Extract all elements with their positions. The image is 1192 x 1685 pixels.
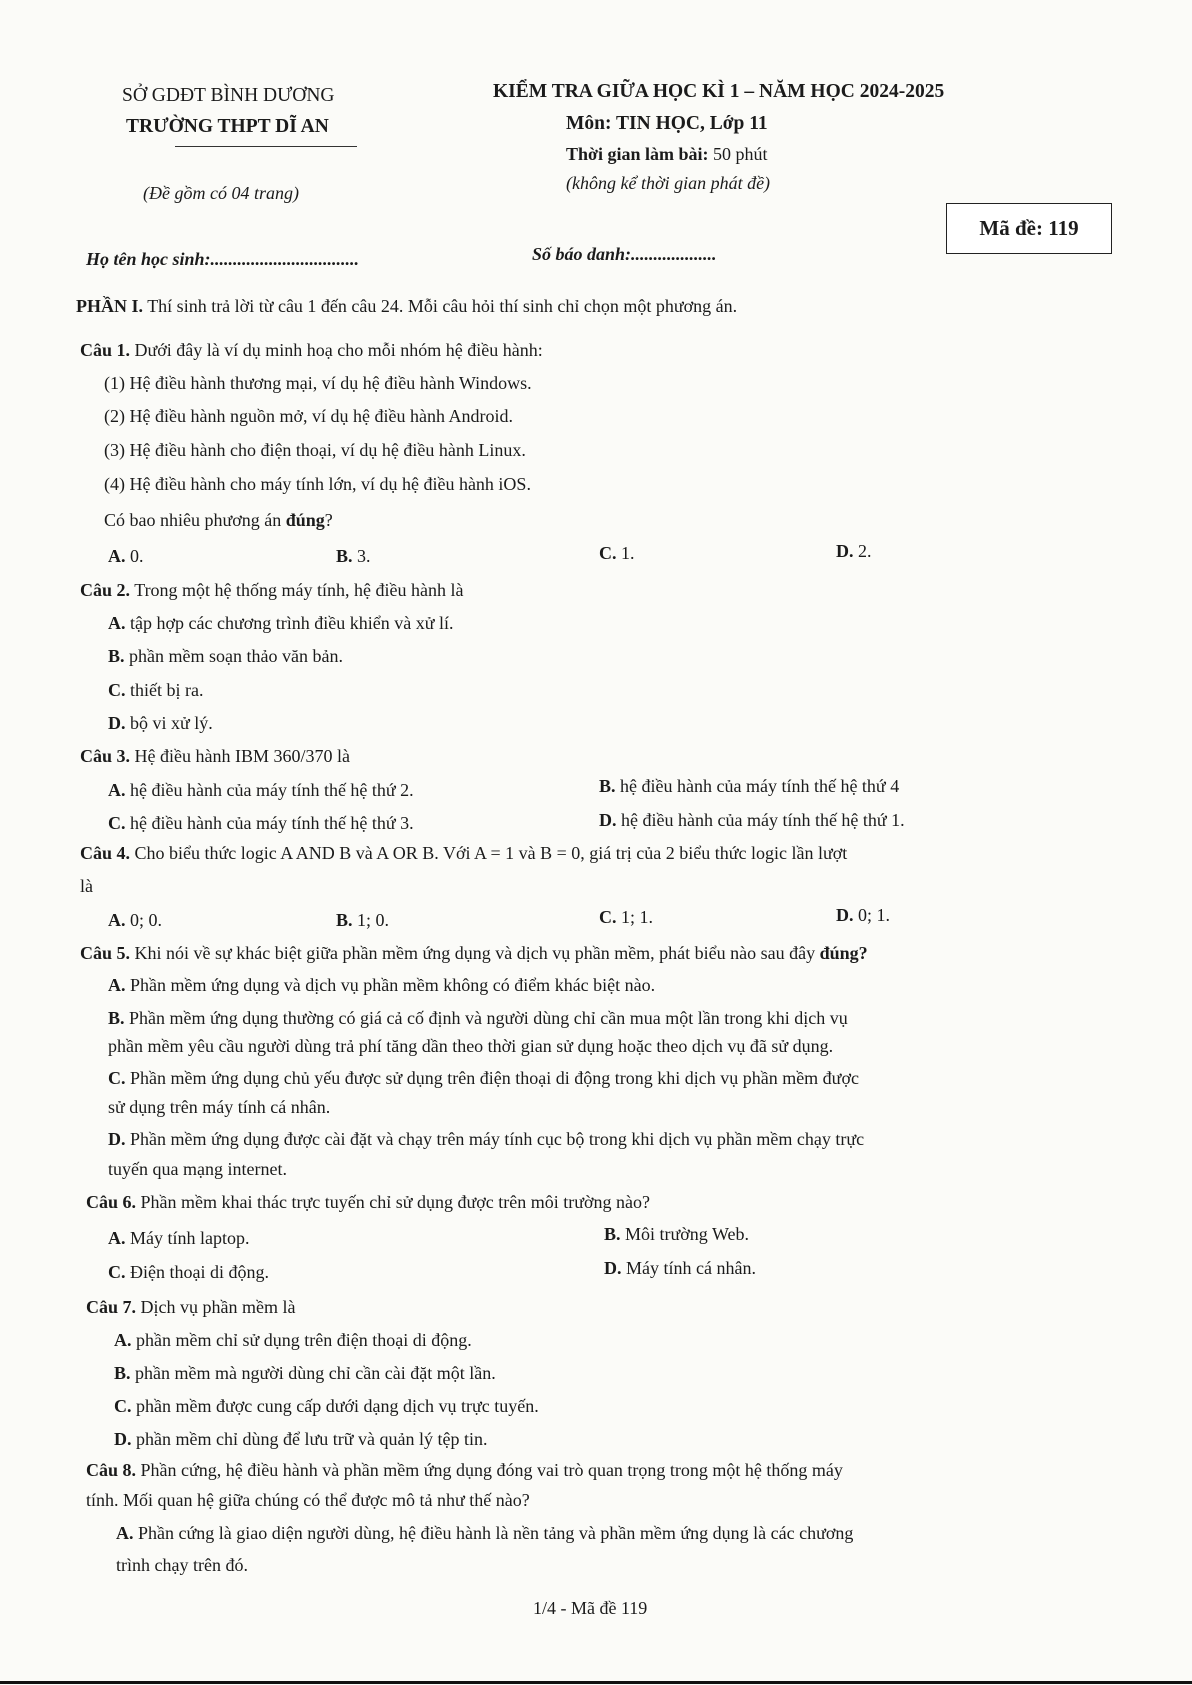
header-underline-left [175,146,357,147]
option-text: 0; 0. [130,910,163,930]
question-2-stem [80,580,464,602]
option-text: Phần mềm ứng dụng thường có giá cả cố định và người dùng chỉ cần mua một lần trong khi dịch vụ [129,1008,848,1028]
part-text: Thí sinh trả lời từ câu 1 đến câu 24. Mỗi câu hỏi thí sinh chỉ chọn một phương án. [147,296,738,316]
option-d[interactable] [114,1429,487,1451]
option-text: Phần mềm ứng dụng chủ yếu được sử dụng trên điện thoại di động trong khi dịch vụ phần mềm được [130,1068,859,1088]
question-1-stem [80,340,543,362]
option-text: hệ điều hành của máy tính thế hệ thứ 4 [620,776,900,796]
option-a[interactable] [114,1330,472,1352]
ask-mark: ? [324,510,333,530]
option-key: C. [108,1068,126,1088]
option-key: C. [108,680,126,700]
option-d[interactable] [604,1258,756,1280]
option-a-cont: trình chạy trên đó. [116,1555,248,1575]
option-text: Phần cứng là giao diện người dùng, hệ điều hành là nền tảng và phần mềm ứng dụng là các chương [138,1523,854,1543]
ask-text: Có bao nhiêu phương án [104,510,282,530]
option-text: hệ điều hành của máy tính thế hệ thứ 1. [621,810,905,830]
option-text: 2. [858,541,872,561]
question-4-stem-cont: là [80,876,93,896]
option-a[interactable] [108,975,655,997]
option-text: 1. [621,543,635,563]
student-name-field: Họ tên học sinh:................................. [86,249,360,269]
option-d[interactable] [108,713,213,735]
option-key: B. [599,776,616,796]
ask-emphasis: đúng [285,510,325,530]
option-text: 1; 0. [357,910,390,930]
question-text: Phần mềm khai thác trực tuyến chỉ sử dụng được trên môi trường nào? [140,1192,650,1212]
question-text: Phần cứng, hệ điều hành và phần mềm ứng dụng đóng vai trò quan trọng trong một hệ thống máy [140,1460,843,1480]
option-key: A. [108,1228,126,1248]
option-key: A. [114,1330,132,1350]
option-c-cont: sử dụng trên máy tính cá nhân. [108,1097,331,1117]
option-key: D. [108,713,126,733]
option-c[interactable] [599,907,653,929]
page-footer: 1/4 - Mã đề 119 [533,1598,648,1618]
option-text: Phần mềm ứng dụng được cài đặt và chạy trên máy tính cục bộ trong khi dịch vụ phần mềm chạy trực [130,1129,865,1149]
list-item: (3) Hệ điều hành cho điện thoại, ví dụ hệ điều hành Linux. [104,440,526,460]
student-id-field: Số báo danh:................... [532,244,717,264]
option-key: A. [108,910,126,930]
option-text: 3. [357,546,371,566]
exam-time-value: 50 phút [713,144,768,164]
option-d[interactable] [836,541,872,563]
option-key: B. [108,1008,125,1028]
option-b[interactable] [336,546,371,568]
option-b[interactable] [336,910,389,932]
question-number: Câu 2. [80,580,131,600]
option-key: A. [108,780,126,800]
option-text: 0. [130,546,144,566]
option-key: D. [108,1129,126,1149]
option-key: A. [116,1523,134,1543]
question-4-stem [80,843,847,865]
question-8-stem-cont: tính. Mối quan hệ giữa chúng có thể được mô tả như thế nào? [86,1490,530,1510]
question-text: Trong một hệ thống máy tính, hệ điều hành là [134,580,464,600]
exam-subject: Môn: TIN HỌC, Lớp 11 [566,113,768,134]
question-number: Câu 3. [80,746,131,766]
option-b-cont: phần mềm yêu cầu người dùng trả phí tăng dần theo thời gian sử dụng hoặc theo dịch vụ đã sử dụng. [108,1036,834,1056]
option-text: thiết bị ra. [130,680,204,700]
option-b[interactable] [108,646,343,668]
question-number: Câu 5. [80,943,131,963]
option-key: A. [108,613,126,633]
option-b[interactable] [114,1363,496,1385]
option-c[interactable] [108,1262,269,1284]
question-7-stem [86,1297,295,1319]
option-key: A. [108,975,126,995]
question-number: Câu 8. [86,1460,137,1480]
option-d-cont: tuyến qua mạng internet. [108,1159,287,1179]
question-6-stem [86,1192,650,1214]
part-instructions [76,296,737,318]
pages-note: (Đề gồm có 04 trang) [143,183,299,203]
option-key: D. [599,810,617,830]
option-text: phần mềm chỉ dùng để lưu trữ và quản lý tệp tin. [136,1429,488,1449]
question-5-stem [80,943,868,965]
option-d[interactable] [836,905,890,927]
option-c[interactable] [599,543,635,565]
option-key: C. [108,813,126,833]
list-item: (1) Hệ điều hành thương mại, ví dụ hệ điều hành Windows. [104,373,532,393]
option-b[interactable] [108,1008,848,1030]
option-key: C. [599,543,617,563]
exam-time-label: Thời gian làm bài: [566,144,709,164]
option-key: B. [114,1363,131,1383]
exam-code-box [946,203,1112,254]
option-text: Điện thoại di động. [130,1262,269,1282]
option-c[interactable] [114,1396,539,1418]
option-a[interactable] [108,1228,250,1250]
option-key: B. [336,546,353,566]
option-text: Máy tính cá nhân. [626,1258,756,1278]
question-text: Dưới đây là ví dụ minh hoạ cho mỗi nhóm hệ điều hành: [134,340,543,360]
option-d[interactable] [108,1129,864,1151]
question-3-stem [80,746,350,768]
question-number: Câu 7. [86,1297,137,1317]
option-b[interactable] [604,1224,749,1246]
department-name: SỞ GDĐT BÌNH DƯƠNG [122,85,335,106]
option-text: 0; 1. [858,905,891,925]
option-text: 1; 1. [621,907,654,927]
option-text: Máy tính laptop. [130,1228,250,1248]
option-a[interactable] [108,910,162,932]
option-key: D. [836,541,854,561]
question-8-stem [86,1460,843,1482]
option-text: hệ điều hành của máy tính thế hệ thứ 3. [130,813,414,833]
question-text: Hệ điều hành IBM 360/370 là [134,746,350,766]
option-text: bộ vi xử lý. [130,713,213,733]
option-text: Môi trường Web. [625,1224,750,1244]
option-c[interactable] [108,1068,859,1090]
option-text: phần mềm soạn thảo văn bản. [129,646,343,666]
option-a[interactable] [108,546,144,568]
option-d[interactable] [599,810,905,832]
question-number: Câu 6. [86,1192,137,1212]
option-key: A. [108,546,126,566]
exam-time [566,144,768,166]
question-emphasis: đúng? [819,943,868,963]
question-text: Khi nói về sự khác biệt giữa phần mềm ứng dụng và dịch vụ phần mềm, phát biểu nào sau đây [134,943,816,963]
option-b[interactable] [599,776,899,798]
option-text: phần mềm mà người dùng chỉ cần cài đặt một lần. [135,1363,496,1383]
question-number: Câu 1. [80,340,131,360]
option-key: C. [108,1262,126,1282]
part-label: PHẦN I. [76,296,143,316]
question-text: Cho biểu thức logic A AND B và A OR B. Với A = 1 và B = 0, giá trị của 2 biểu thức logic lần lượt [134,843,848,863]
option-a[interactable] [108,613,453,635]
option-c[interactable] [108,680,203,702]
option-key: B. [108,646,125,666]
option-text: phần mềm chỉ sử dụng trên điện thoại di động. [136,1330,472,1350]
exam-time-note: (không kể thời gian phát đề) [566,173,771,193]
question-number: Câu 4. [80,843,131,863]
option-a[interactable] [116,1523,853,1545]
option-text: tập hợp các chương trình điều khiển và xử lí. [130,613,454,633]
question-1-ask [104,510,333,532]
option-key: D. [114,1429,132,1449]
option-key: D. [836,905,854,925]
option-key: C. [114,1396,132,1416]
option-text: Phần mềm ứng dụng và dịch vụ phần mềm không có điểm khác biệt nào. [130,975,656,995]
option-key: D. [604,1258,622,1278]
school-name: TRƯỜNG THPT DĨ AN [126,116,329,137]
scan-edge [0,1681,1192,1684]
exam-title: KIỂM TRA GIỮA HỌC KÌ 1 – NĂM HỌC 2024-2025 [493,81,945,102]
list-item: (2) Hệ điều hành nguồn mở, ví dụ hệ điều hành Android. [104,406,513,426]
option-key: C. [599,907,617,927]
list-item: (4) Hệ điều hành cho máy tính lớn, ví dụ hệ điều hành iOS. [104,474,531,494]
question-text: Dịch vụ phần mềm là [140,1297,296,1317]
option-a[interactable] [108,780,414,802]
option-c[interactable] [108,813,414,835]
exam-code: Mã đề: 119 [979,216,1079,240]
option-text: phần mềm được cung cấp dưới dạng dịch vụ trực tuyến. [136,1396,539,1416]
option-key: B. [336,910,353,930]
option-text: hệ điều hành của máy tính thế hệ thứ 2. [130,780,414,800]
option-key: B. [604,1224,621,1244]
